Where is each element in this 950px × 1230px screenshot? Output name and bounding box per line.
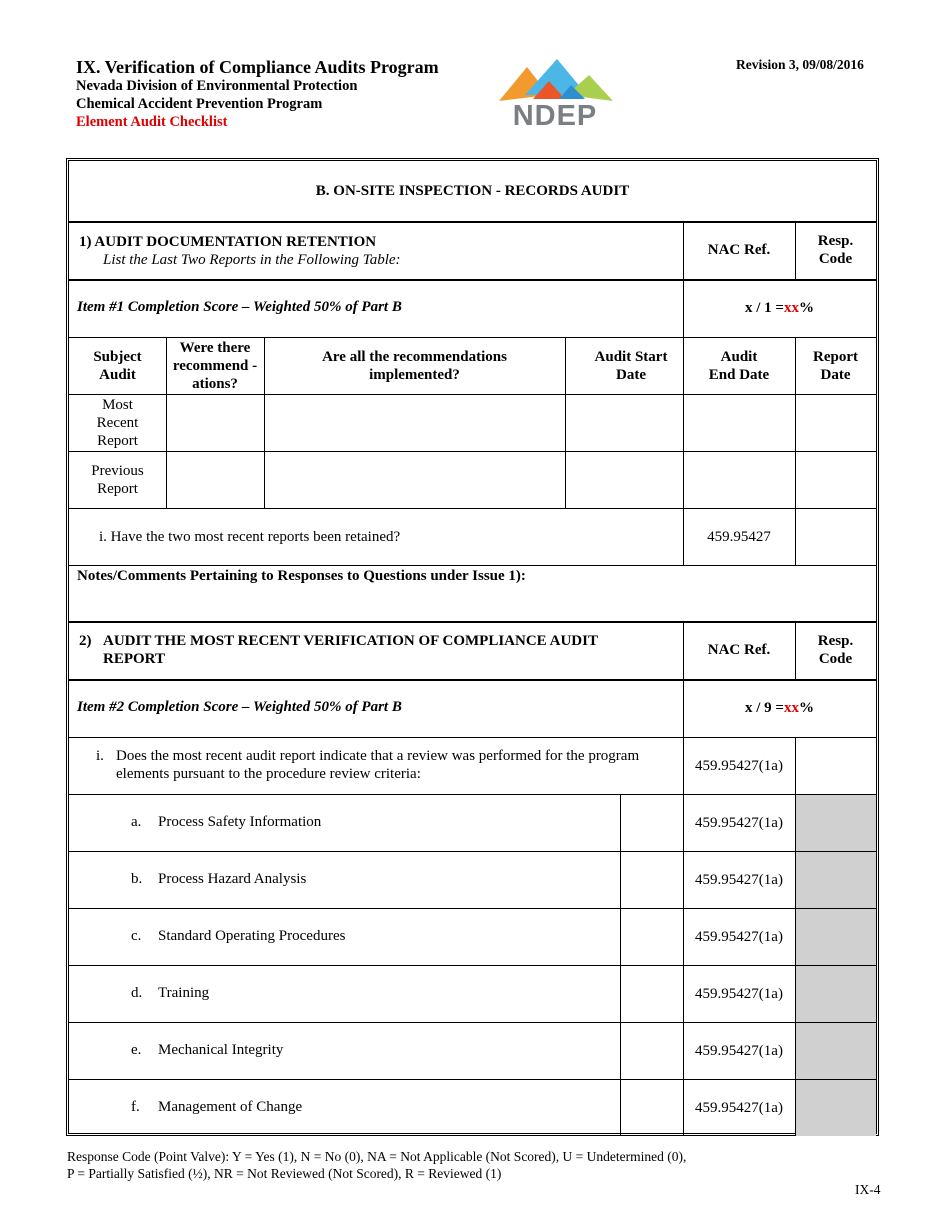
- mountains-icon: [497, 55, 613, 105]
- subitem-text: Management of Change: [158, 1099, 303, 1115]
- item2-question: Does the most recent audit report indicate that a review was performed for the program elements pursuant to the procedure review criteria:: [116, 748, 640, 782]
- subitem-letter: e.: [131, 1042, 142, 1058]
- item1-question-ref: 459.95427: [707, 528, 771, 545]
- subitem-ref: 459.95427(1a): [695, 985, 783, 1002]
- subitem-resp-shaded: [796, 909, 876, 965]
- document-header: [76, 57, 439, 131]
- legend-line-2: P = Partially Satisfied (½), NR = Not Reviewed (Not Scored), R = Reviewed (1): [67, 1166, 502, 1181]
- response-code-legend: [67, 1148, 686, 1182]
- item2-question-ref: 459.95427(1a): [695, 757, 783, 774]
- item1-notes-area[interactable]: [69, 585, 876, 621]
- document-title: IX. Verification of Compliance Audits Program: [76, 57, 439, 77]
- item1-question: i. Have the two most recent reports been retained?: [99, 529, 401, 545]
- checklist-label: Element Audit Checklist: [76, 114, 228, 130]
- item1-score-label: Item #1 Completion Score – Weighted 50% of Part B: [77, 299, 402, 315]
- item2-resp-header: Resp. Code: [817, 633, 854, 667]
- item2-question-number: i.: [96, 748, 104, 764]
- subitem-text: Process Safety Information: [158, 814, 322, 830]
- most-recent-end-date-cell[interactable]: [683, 394, 795, 451]
- program-name: Chemical Accident Prevention Program: [76, 96, 323, 112]
- item2-score-placeholder: xx: [783, 700, 799, 716]
- subitem-row: [69, 794, 876, 851]
- most-recent-recommendations-cell[interactable]: [166, 394, 264, 451]
- org-name: Nevada Division of Environmental Protection: [76, 78, 358, 94]
- records-audit-form: [66, 158, 879, 1136]
- subitem-letter: d.: [131, 985, 143, 1001]
- previous-start-date-cell[interactable]: [565, 451, 683, 508]
- subitem-answer-cell[interactable]: [620, 794, 683, 851]
- subitem-resp-shaded: [796, 852, 876, 908]
- item2-number: 2): [79, 633, 92, 649]
- item2-score-value: x / 9 = xx %: [745, 700, 814, 716]
- subitem-letter: f.: [131, 1099, 140, 1115]
- subitem-answer-cell[interactable]: [620, 1022, 683, 1079]
- col-report-date: Report Date: [813, 348, 858, 383]
- subitem-answer-cell[interactable]: [620, 908, 683, 965]
- revision-label: Revision 3, 09/08/2016: [736, 57, 864, 72]
- item1-subtitle: List the Last Two Reports in the Following Table:: [103, 252, 401, 268]
- item1-title: 1) AUDIT DOCUMENTATION RETENTION: [79, 234, 377, 250]
- subitem-row: [69, 1079, 876, 1136]
- subitem-ref: 459.95427(1a): [695, 814, 783, 831]
- col-audit-end: Audit End Date: [708, 348, 770, 383]
- section-title: B. ON-SITE INSPECTION - RECORDS AUDIT: [315, 183, 630, 199]
- item1-resp-header: Resp. Code: [817, 233, 854, 267]
- subitems-list: [69, 794, 876, 1136]
- previous-recommendations-cell[interactable]: [166, 451, 264, 508]
- subitem-resp-shaded: [796, 1080, 876, 1136]
- ndep-logo: [497, 55, 613, 131]
- subitem-ref: 459.95427(1a): [695, 1099, 783, 1116]
- subitem-text: Standard Operating Procedures: [158, 928, 346, 944]
- item1-question-resp-cell[interactable]: [795, 508, 876, 565]
- subitem-ref: 459.95427(1a): [695, 928, 783, 945]
- subitem-letter: b.: [131, 871, 143, 887]
- item1-score-value: x / 1 = xx %: [745, 300, 814, 316]
- subitem-ref: 459.95427(1a): [695, 1042, 783, 1059]
- subitem-answer-cell[interactable]: [620, 965, 683, 1022]
- col-subject-audit: Subject Audit: [93, 348, 142, 383]
- subitem-text: Mechanical Integrity: [158, 1042, 284, 1058]
- col-recommendations: Were there recommend -ations?: [172, 339, 258, 392]
- subitem-answer-cell[interactable]: [620, 1079, 683, 1136]
- subitem-ref: 459.95427(1a): [695, 871, 783, 888]
- most-recent-start-date-cell[interactable]: [565, 394, 683, 451]
- subitem-answer-cell[interactable]: [620, 851, 683, 908]
- subitem-row: [69, 965, 876, 1022]
- subitem-row: [69, 908, 876, 965]
- subitem-resp-shaded: [796, 795, 876, 851]
- page-number: IX-4: [855, 1182, 881, 1197]
- subitem-letter: a.: [131, 814, 142, 830]
- item1-notes-label: Notes/Comments Pertaining to Responses to Questions under Issue 1):: [77, 568, 526, 584]
- row-previous-report: Previous Report: [91, 462, 144, 497]
- previous-report-date-cell[interactable]: [795, 451, 876, 508]
- item2-nac-header: NAC Ref.: [707, 642, 771, 658]
- logo-text: NDEP: [512, 100, 598, 132]
- item1-header: [79, 233, 679, 269]
- previous-implemented-cell[interactable]: [264, 451, 565, 508]
- item2-score-label: Item #2 Completion Score – Weighted 50% of Part B: [77, 699, 402, 715]
- most-recent-implemented-cell[interactable]: [264, 394, 565, 451]
- subitem-resp-shaded: [796, 1023, 876, 1079]
- subitem-text: Process Hazard Analysis: [158, 871, 307, 887]
- subitem-row: [69, 851, 876, 908]
- most-recent-report-date-cell[interactable]: [795, 394, 876, 451]
- subitem-resp-shaded: [796, 966, 876, 1022]
- col-audit-start: Audit Start Date: [594, 348, 668, 383]
- item1-nac-header: NAC Ref.: [707, 242, 771, 258]
- subitem-row: [69, 1022, 876, 1079]
- item2-question-resp-cell[interactable]: [795, 737, 876, 794]
- col-implemented: Are all the recommendations implemented?: [322, 348, 507, 383]
- subitem-text: Training: [158, 985, 210, 1001]
- legend-line-1: Response Code (Point Valve): Y = Yes (1), N = No (0), NA = Not Applicable (Not Scored), U = Undetermined (0),: [67, 1149, 687, 1164]
- item2-title: AUDIT THE MOST RECENT VERIFICATION OF COMPLIANCE AUDIT REPORT: [103, 633, 598, 667]
- row-most-recent-report: Most Recent Report: [96, 396, 139, 449]
- previous-end-date-cell[interactable]: [683, 451, 795, 508]
- subitem-letter: c.: [131, 928, 142, 944]
- item1-score-placeholder: xx: [783, 300, 799, 316]
